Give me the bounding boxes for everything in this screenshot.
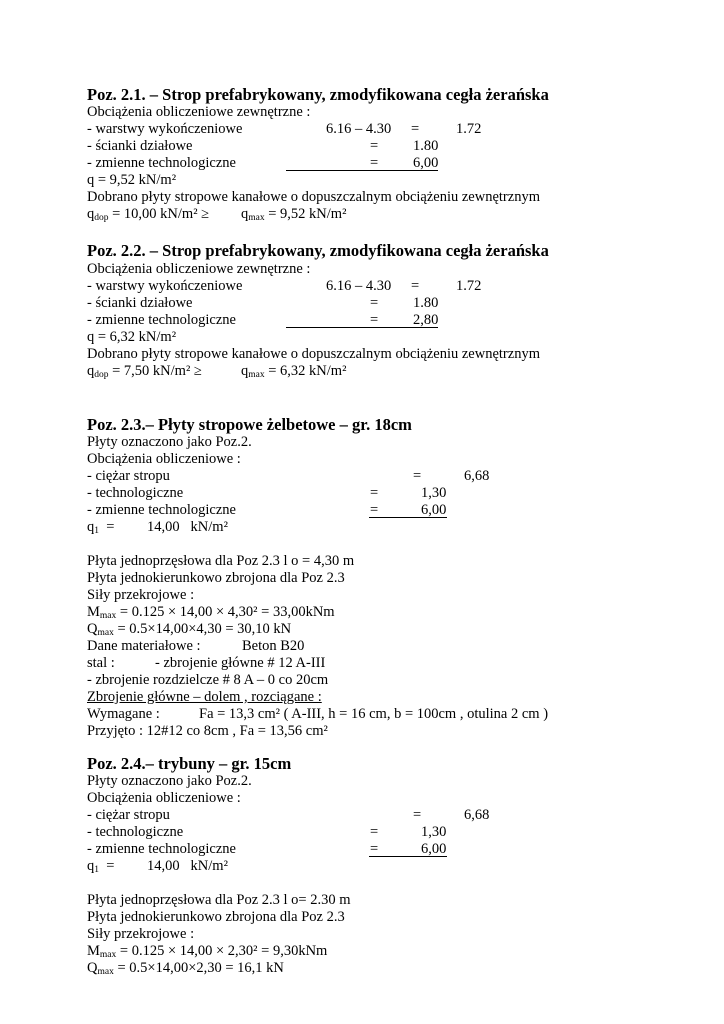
load-row-label: - warstwy wykończeniowe <box>87 278 243 294</box>
steel-label: stal : <box>87 655 115 671</box>
load-row-label: - ciężar stropu <box>87 468 170 484</box>
load-row-value: 6,00 <box>421 841 447 857</box>
sum-rule <box>369 517 447 518</box>
load-total: $q_1$ = 14,00 kN/m² <box>87 858 228 875</box>
load-row-value: 1.72 <box>456 121 482 137</box>
load-row-label: - ciężar stropu <box>87 807 170 823</box>
distribution-reinforcement: - zbrojenie rozdzielcze # 8 A – 0 co 20cm <box>87 672 329 688</box>
selection-note: Dobrano płyty stropowe kanałowe o dopuszczalnym obciążeniu zewnętrznym <box>87 346 540 362</box>
load-row-equals: = <box>370 138 379 154</box>
load-row-value: 6,00 <box>413 155 439 171</box>
load-row-label: - zmienne technologiczne <box>87 841 236 857</box>
section-2-1-title: Poz. 2.1. – Strop prefabrykowany, zmodyfikowana cegła żerańska <box>87 85 549 104</box>
load-row-value: 6,68 <box>464 807 490 823</box>
load-total: q = 6,32 kN/m² <box>87 329 177 345</box>
load-row-equals: = <box>370 502 379 518</box>
load-row-value: 6,68 <box>464 468 490 484</box>
slab-marking: Płyty oznaczono jako Poz.2. <box>87 773 252 789</box>
internal-forces-heading: Siły przekrojowe : <box>87 587 195 603</box>
sum-rule <box>286 327 438 328</box>
concrete-class: Beton B20 <box>242 638 305 654</box>
load-row-equals: = <box>411 278 420 294</box>
load-row-value: 1,30 <box>421 485 447 501</box>
load-row-value: 1.80 <box>413 138 439 154</box>
load-row-value: 6,00 <box>421 502 447 518</box>
sum-rule <box>369 856 447 857</box>
load-row-value: 1.72 <box>456 278 482 294</box>
load-row-value: 1.80 <box>413 295 439 311</box>
moment-line: $M_{max} = 0.125 \times 14,00 \times 2,30^2 = 9,30kNm$ <box>87 943 328 960</box>
q-dop-line: $q_{dop} = 10,00$ kN/m² ≥ <box>87 206 210 223</box>
moment-line: $M_{max} = 0.125 \times 14,00 \times 4,30^2 = 33,00kNm$ <box>87 604 335 621</box>
load-row-label: - technologiczne <box>87 824 184 840</box>
loads-heading: Obciążenia obliczeniowe : <box>87 790 241 806</box>
sum-rule <box>286 170 438 171</box>
required-area: Fa = 13,3 cm² ( A-III, h = 16 cm, b = 100cm , otulina 2 cm ) <box>199 706 549 722</box>
section-2-2-subtitle: Obciążenia obliczeniowe zewnętrzne : <box>87 261 311 277</box>
load-row-equals: = <box>370 841 379 857</box>
shear-line: $Q_{max} = 0.5\times 14,00\times 4,30 = 30,10$ kN <box>87 621 292 638</box>
load-row-label: - technologiczne <box>87 485 184 501</box>
load-row-equals: = <box>413 807 422 823</box>
load-row-equals: = <box>413 468 422 484</box>
internal-forces-heading: Siły przekrojowe : <box>87 926 195 942</box>
adopted-reinforcement: Przyjęto : 12#12 co 8cm , Fa = 13,56 cm² <box>87 723 328 739</box>
load-row-equals: = <box>370 485 379 501</box>
load-total: $q_1$ = 14,00 kN/m² <box>87 519 228 536</box>
load-row-formula: 6.16 – 4.30 <box>326 278 392 294</box>
section-2-3-title: Poz. 2.3.– Płyty stropowe żelbetowe – gr. 18cm <box>87 415 412 434</box>
load-row-label: - zmienne technologiczne <box>87 155 236 171</box>
q-max-line: $q_{max} = 9,52$ kN/m² <box>241 206 347 223</box>
load-row-value: 1,30 <box>421 824 447 840</box>
load-row-equals: = <box>370 155 379 171</box>
load-row-label: - ścianki działowe <box>87 138 193 154</box>
load-row-label: - warstwy wykończeniowe <box>87 121 243 137</box>
reinforcement-direction: Płyta jednokierunkowo zbrojona dla Poz 2.3 <box>87 570 345 586</box>
section-2-2-title: Poz. 2.2. – Strop prefabrykowany, zmodyfikowana cegła żerańska <box>87 241 549 260</box>
selection-note: Dobrano płyty stropowe kanałowe o dopuszczalnym obciążeniu zewnętrznym <box>87 189 540 205</box>
slab-marking: Płyty oznaczono jako Poz.2. <box>87 434 252 450</box>
main-reinforcement-heading: Zbrojenie główne – dolem , rozciągane : <box>87 689 322 705</box>
load-row-equals: = <box>370 312 379 328</box>
reinforcement-direction: Płyta jednokierunkowo zbrojona dla Poz 2.3 <box>87 909 345 925</box>
span-line: Płyta jednoprzęsłowa dla Poz 2.3 l o= 2.30 m <box>87 892 351 908</box>
load-row-label: - zmienne technologiczne <box>87 312 236 328</box>
section-2-1-subtitle: Obciążenia obliczeniowe zewnętrzne : <box>87 104 311 120</box>
load-row-equals: = <box>370 824 379 840</box>
main-reinforcement: - zbrojenie główne # 12 A-III <box>155 655 326 671</box>
span-line: Płyta jednoprzęsłowa dla Poz 2.3 l o = 4,30 m <box>87 553 355 569</box>
material-data-label: Dane materiałowe : <box>87 638 201 654</box>
shear-line: $Q_{max} = 0.5\times 14,00\times 2,30 = 16,1$ kN <box>87 960 284 977</box>
loads-heading: Obciążenia obliczeniowe : <box>87 451 241 467</box>
required-label: Wymagane : <box>87 706 160 722</box>
load-total: q = 9,52 kN/m² <box>87 172 177 188</box>
load-row-equals: = <box>411 121 420 137</box>
load-row-label: - ścianki działowe <box>87 295 193 311</box>
load-row-value: 2,80 <box>413 312 439 328</box>
q-max-line: $q_{max} = 6,32$ kN/m² <box>241 363 347 380</box>
load-row-label: - zmienne technologiczne <box>87 502 236 518</box>
load-row-formula: 6.16 – 4.30 <box>326 121 392 137</box>
q-dop-line: $q_{dop} = 7,50$ kN/m² ≥ <box>87 363 202 380</box>
load-row-equals: = <box>370 295 379 311</box>
section-2-4-title: Poz. 2.4.– trybuny – gr. 15cm <box>87 754 292 773</box>
